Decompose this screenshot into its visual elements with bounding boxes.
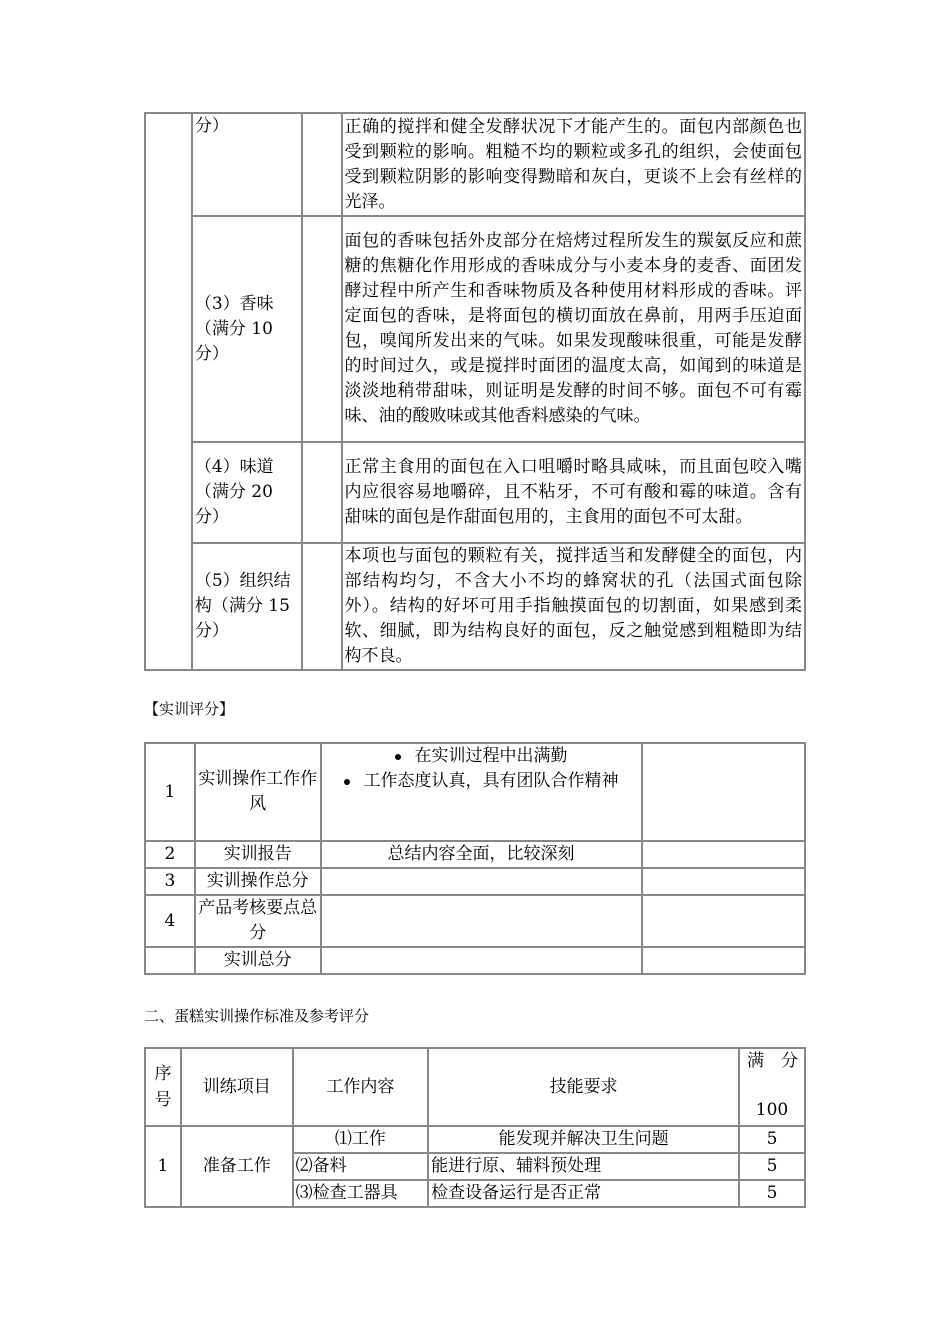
table-row xyxy=(145,868,805,895)
training-content xyxy=(321,895,642,947)
table-row xyxy=(145,113,805,216)
training-content xyxy=(321,947,642,974)
header-item: 训练项目 xyxy=(181,1048,293,1126)
score-value: 5 xyxy=(739,1180,805,1207)
score-value: 5 xyxy=(739,1126,805,1153)
criteria-desc-cell: 正确的搅拌和健全发酵状况下才能产生的。面包内部颜色也受到颗粒的影响。粗糙不均的颗粒或多孔的组织，会使面包受到颗粒阴影的影响变得黝暗和灰白，更谈不上会有丝样的光泽。 xyxy=(342,113,806,216)
training-item: 实训报告 xyxy=(195,841,321,868)
work-content: ⑶检查工器具 xyxy=(293,1180,429,1207)
header-number: 序号 xyxy=(145,1048,181,1126)
training-item: 实训操作总分 xyxy=(195,868,321,895)
row-number: 3 xyxy=(145,868,195,895)
criteria-item-cell: （5）组织结构（满分 15 分） xyxy=(192,543,302,670)
section-heading-training-score: 【实训评分】 xyxy=(144,700,235,718)
section-heading-cake: 二、蛋糕实训操作标准及参考评分 xyxy=(144,1007,370,1025)
header-skill: 技能要求 xyxy=(428,1048,739,1126)
row-number xyxy=(145,947,195,974)
bullet-list xyxy=(324,744,639,794)
score-cell xyxy=(642,841,805,868)
score-cell xyxy=(302,543,342,670)
table-row xyxy=(145,947,805,974)
score-cell xyxy=(642,947,805,974)
bread-criteria-table xyxy=(144,112,806,671)
work-content: ⑵备料 xyxy=(293,1153,429,1180)
bullet-icon xyxy=(395,754,401,760)
criteria-desc-cell: 面包的香味包括外皮部分在焙烤过程所发生的羰氨反应和蔗糖的焦糖化作用形成的香味成分与小麦本身的麦香、面团发酵过程中所产生和香味物质及各种使用材料形成的香味。评定面包的香味，是将面包的横切面放在鼻前，用两手压迫面包，嗅闻所发出来的气味。如果发现酸味很重，可能是发酵的时间过久，或是搅拌时面团的温度太高，如闻到的味道是淡淡地稍带甜味，则证明是发酵的时间不够。面包不可有霉味、油的酸败味或其他香料感染的气味。 xyxy=(342,216,806,442)
score-cell xyxy=(642,743,805,841)
score-cell xyxy=(302,442,342,543)
training-content: 总结内容全面，比较深刻 xyxy=(321,841,642,868)
row-number: 1 xyxy=(145,1126,181,1207)
skill-requirement: 能发现并解决卫生问题 xyxy=(428,1126,739,1153)
training-content xyxy=(321,743,642,841)
header-content: 工作内容 xyxy=(293,1048,429,1126)
table-row xyxy=(145,841,805,868)
cake-standards-table xyxy=(144,1047,806,1208)
table-row xyxy=(145,216,805,442)
score-cell xyxy=(642,868,805,895)
table-row xyxy=(145,1126,805,1153)
training-item: 实训总分 xyxy=(195,947,321,974)
criteria-desc-cell: 本项也与面包的颗粒有关，搅拌适当和发酵健全的面包，内部结构均匀，不含大小不均的蜂窝状的孔（法国式面包除外）。结构的好坏可用手指触摸面包的切割面，如果感到柔软、细腻，即为结构良好的面包，反之触觉感到粗糙即为结构不良。 xyxy=(342,543,806,670)
table-row xyxy=(145,442,805,543)
criteria-item-cell: （4）味道（满分 20 分） xyxy=(192,442,302,543)
row-number: 1 xyxy=(145,743,195,841)
row-number: 4 xyxy=(145,895,195,947)
work-content: ⑴工作 xyxy=(293,1126,429,1153)
list-item: 工作态度认真，具有团队合作精神 xyxy=(324,769,639,794)
table-row xyxy=(145,543,805,670)
criteria-item-cell: 分） xyxy=(192,113,302,216)
list-item: 在实训过程中出满勤 xyxy=(324,744,639,769)
table-row xyxy=(145,743,805,841)
table-row xyxy=(145,895,805,947)
training-item: 实训操作工作作风 xyxy=(195,743,321,841)
header-score-total: 100 xyxy=(755,1100,789,1120)
skill-requirement: 检查设备运行是否正常 xyxy=(428,1180,739,1207)
training-item: 准备工作 xyxy=(181,1126,293,1207)
criteria-item-cell: （3）香味（满分 10 分） xyxy=(192,216,302,442)
training-score-table xyxy=(144,742,806,975)
bullet-icon xyxy=(344,779,350,785)
score-value: 5 xyxy=(739,1153,805,1180)
score-cell xyxy=(302,216,342,442)
category-cell xyxy=(145,113,192,670)
table-header-row xyxy=(145,1048,805,1126)
header-score xyxy=(739,1048,805,1126)
criteria-desc-cell: 正常主食用的面包在入口咀嚼时略具咸味，而且面包咬入嘴内应很容易地嚼碎，且不粘牙，不可有酸和霉的味道。含有甜味的面包是作甜面包用的，主食用的面包不可太甜。 xyxy=(342,442,806,543)
training-item: 产品考核要点总分 xyxy=(195,895,321,947)
skill-requirement: 能进行原、辅料预处理 xyxy=(428,1153,739,1180)
training-content xyxy=(321,868,642,895)
header-score-label: 满 分 xyxy=(747,1051,798,1071)
row-number: 2 xyxy=(145,841,195,868)
score-cell xyxy=(302,113,342,216)
score-cell xyxy=(642,895,805,947)
